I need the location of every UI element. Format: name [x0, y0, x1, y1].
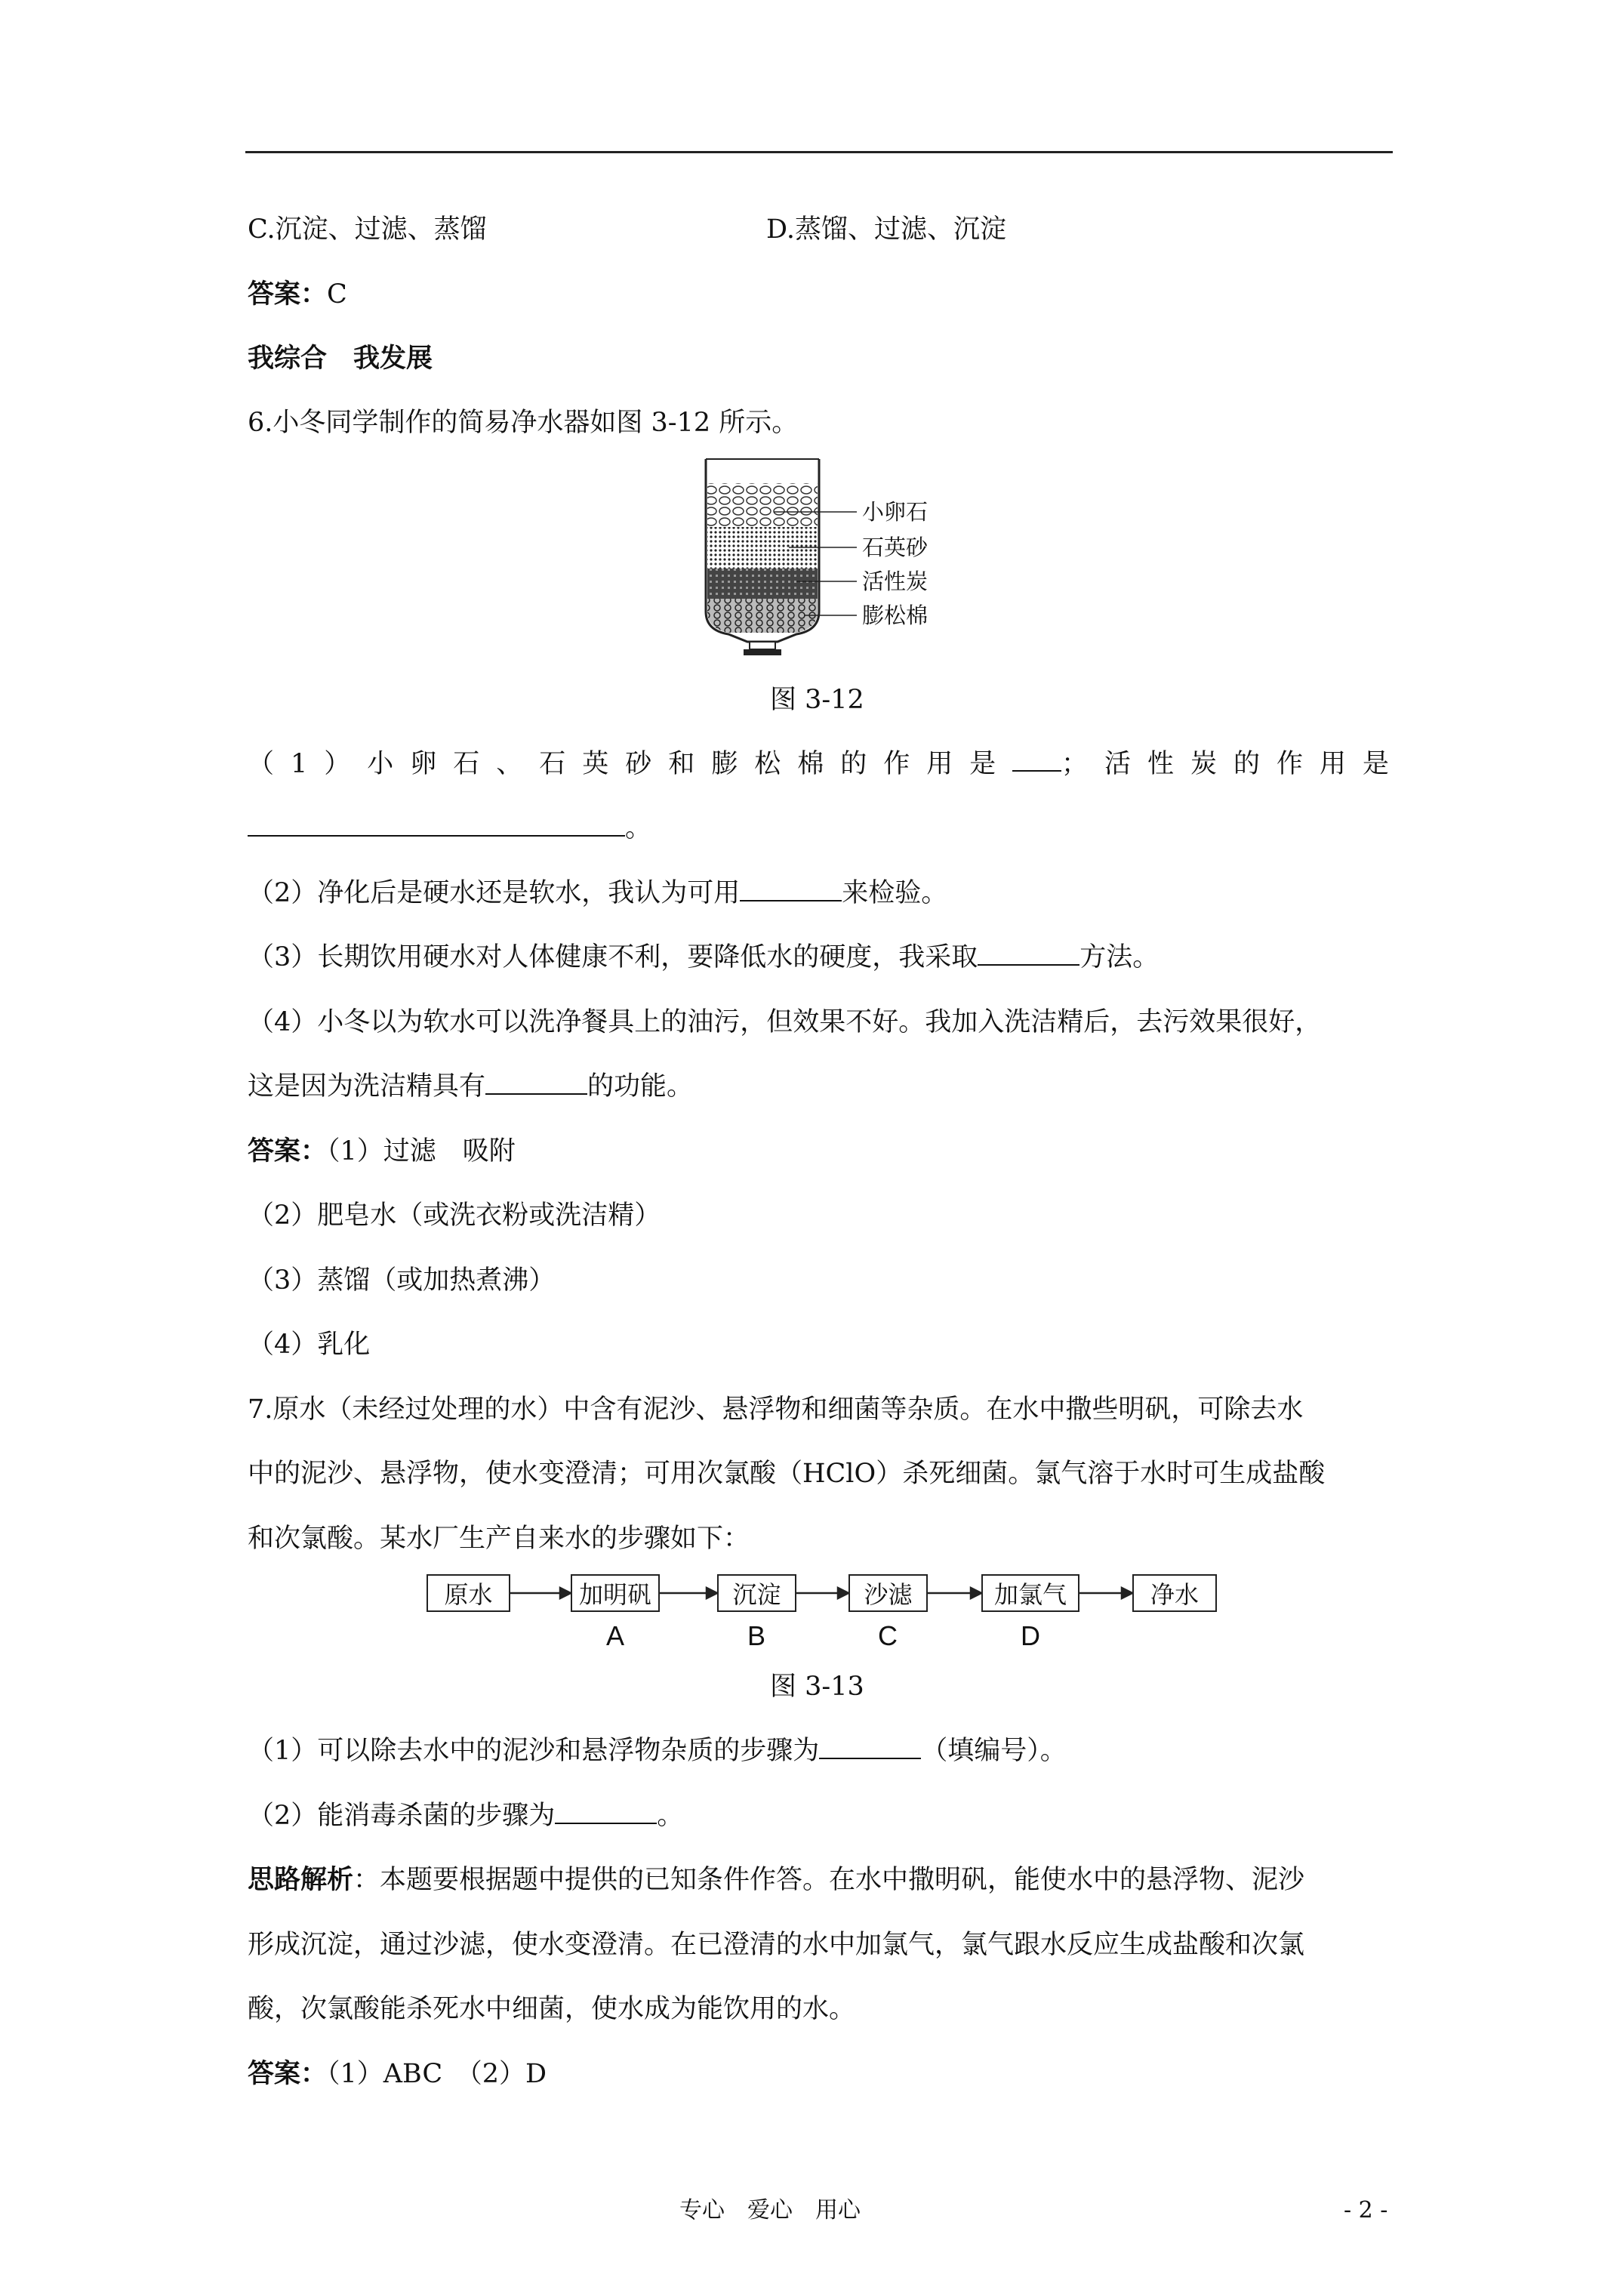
q7-analysis-line2: 形成沉淀，通过沙滤，使水变澄清。在已澄清的水中加氯气，氯气跟水反应生成盐酸和次氯	[248, 1930, 1305, 1960]
pebble-layer	[707, 483, 818, 527]
q6-part4-text-a: 这是因为洗洁精具有	[248, 1071, 486, 1102]
water-filter-figure	[691, 453, 978, 657]
flow-label-b: B	[747, 1620, 765, 1651]
answer-label: 答案：	[248, 279, 328, 310]
label-quartz-sand: 石英砂	[862, 535, 929, 560]
q6-part3-text-a: （3）长期饮用硬水对人体健康不利，要降低水的硬度，我采取	[248, 942, 978, 972]
q6-part1-end: 。	[625, 813, 652, 843]
answer-label: 答案：	[248, 2058, 328, 2089]
q6-part1-text-b: ；活性炭的作用是	[1061, 749, 1406, 779]
q7-part1-text-b: （填编号）。	[921, 1736, 1067, 1766]
cotton-layer	[707, 599, 818, 633]
q7-analysis-line3: 酸，次氯酸能杀死水中细菌，使水成为能饮用的水。	[248, 1994, 856, 2024]
q7-part2	[248, 1799, 683, 1832]
answer-blank[interactable]	[740, 877, 842, 901]
answer-blank[interactable]	[819, 1735, 921, 1759]
q6-answer-2: （2）肥皂水（或洗衣粉或洗洁精）	[248, 1200, 661, 1231]
flow-label-a: A	[605, 1620, 624, 1651]
q6-answer-3: （3）蒸馏（或加热煮沸）	[248, 1265, 556, 1296]
q7-analysis-line1	[248, 1863, 1304, 1897]
page-number: - 2 -	[1344, 2197, 1388, 2224]
q6-part4-text-b: 的功能。	[587, 1071, 694, 1102]
answer-blank[interactable]	[555, 1800, 657, 1824]
q6-part3	[248, 941, 1159, 974]
q6-part1-cont	[248, 812, 651, 845]
flow-arrows	[0, 1574, 1623, 1620]
answer-label: 答案：	[248, 1136, 328, 1166]
q6-part1	[248, 747, 1406, 781]
flow-step-clean-water: 净水	[1132, 1574, 1217, 1612]
q6-answer-1	[248, 1135, 516, 1168]
q7-part2-text-b: 。	[657, 1801, 684, 1831]
q7-line1: 7.原水（未经过处理的水）中含有泥沙、悬浮物和细菌等杂质。在水中撒些明矾，可除去水	[248, 1395, 1304, 1425]
q6-part2-text-a: （2）净化后是硬水还是软水，我认为可用	[248, 878, 741, 908]
option-d: D.蒸馏、过滤、沉淀	[766, 214, 1006, 245]
answer-blank[interactable]	[1012, 747, 1061, 772]
q6-stem: 6.小冬同学制作的简易净水器如图 3-12 所示。	[248, 408, 799, 438]
q6-answer-4: （4）乳化	[248, 1330, 371, 1360]
q6-part3-text-b: 方法。	[1079, 942, 1160, 972]
label-cotton: 膨松棉	[862, 603, 929, 628]
analysis-text: ：本题要根据题中提供的已知条件作答。在水中撒明矾，能使水中的悬浮物、泥沙	[353, 1865, 1305, 1895]
answer-value: C	[327, 279, 347, 310]
label-pebbles: 小卵石	[862, 499, 929, 525]
q6-part4-line2	[248, 1070, 693, 1103]
flow-step-add-chlorine: 加氯气	[981, 1574, 1079, 1612]
q7-answer	[248, 2057, 547, 2091]
answer-blank[interactable]	[485, 1071, 587, 1095]
q7-line2: 中的泥沙、悬浮物，使水变澄清；可用次氯酸（HClO）杀死细菌。氯气溶于水时可生成盐酸	[248, 1459, 1326, 1489]
answer-value: （1）ABC （2）D	[327, 2059, 547, 2089]
q7-part2-text-a: （2）能消毒杀菌的步骤为	[248, 1801, 556, 1831]
analysis-label: 思路解析	[248, 1864, 354, 1895]
option-c: C.沉淀、过滤、蒸馏	[248, 214, 487, 245]
q7-part1	[248, 1734, 1067, 1767]
q7-line3: 和次氯酸。某水厂生产自来水的步骤如下：	[248, 1524, 750, 1554]
header-rule	[245, 151, 1393, 153]
figure-3-13-caption: 图 3-13	[770, 1672, 864, 1702]
flow-step-settling: 沉淀	[717, 1574, 796, 1612]
q6-part4-line1: （4）小冬以为软水可以洗净餐具上的油污，但效果不好。我加入洗洁精后，去污效果很好，	[248, 1007, 1322, 1037]
section-title: 我综合 我发展	[248, 343, 433, 374]
flow-step-raw-water: 原水	[427, 1574, 510, 1612]
figure-3-12-caption: 图 3-12	[770, 685, 864, 715]
q6-part2	[248, 877, 947, 910]
answer-value: （1）过滤 吸附	[327, 1136, 516, 1166]
q5-answer	[248, 278, 347, 311]
label-activated-carbon: 活性炭	[862, 569, 929, 594]
q7-part1-text-a: （1）可以除去水中的泥沙和悬浮物杂质的步骤为	[248, 1736, 820, 1766]
flow-step-sand-filtration: 沙滤	[848, 1574, 928, 1612]
answer-blank[interactable]	[978, 942, 1079, 966]
answer-blank[interactable]	[248, 812, 625, 837]
flow-step-add-alum: 加明矾	[571, 1574, 660, 1612]
flow-label-d: D	[1021, 1620, 1040, 1651]
flow-label-c: C	[878, 1620, 898, 1651]
q6-part1-text-a: （1）小卵石、石英砂和膨松棉的作用是	[248, 749, 1013, 779]
footer-motto: 专心 爱心 用心	[679, 2197, 861, 2224]
q6-part2-text-b: 来检验。	[842, 878, 948, 908]
carbon-layer	[707, 569, 818, 599]
